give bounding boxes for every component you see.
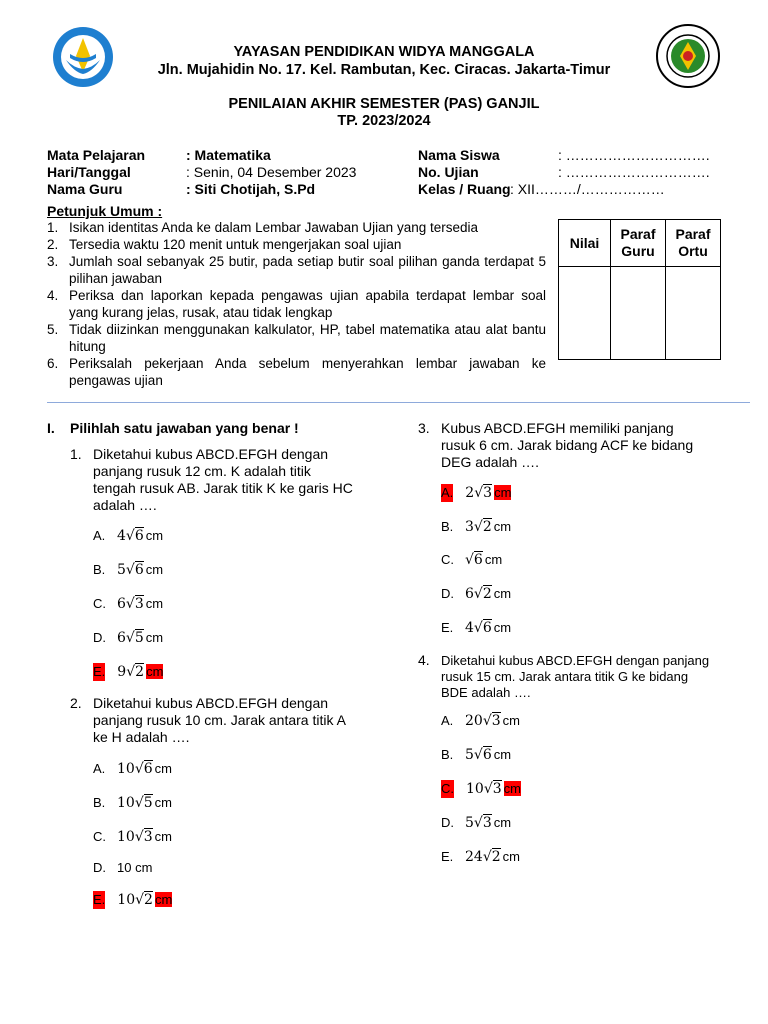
student-name-label: Nama Siswa [418, 147, 500, 163]
score-header-nilai: Nilai [559, 220, 611, 267]
option-value: 10√2 cm [117, 892, 173, 908]
option-label: B. [441, 519, 454, 534]
question-text-line: panjang rusuk 10 cm. Jarak antara titik A [93, 712, 346, 728]
square-root-icon: √ [125, 630, 135, 646]
option-label: D. [93, 630, 106, 645]
date-label: Hari/Tanggal [47, 164, 131, 180]
square-root-icon: √ [473, 620, 483, 636]
score-cell-nilai [559, 267, 611, 360]
answer-option[interactable] [441, 585, 511, 603]
option-label: E. [441, 849, 454, 864]
exam-number-field: : …………………………. [558, 164, 710, 180]
option-value: 10√5 cm [117, 795, 173, 811]
square-root-icon: √ [134, 829, 144, 845]
option-value: 6√3 cm [117, 596, 164, 612]
question-number: 4. [418, 652, 430, 668]
option-label: E. [441, 620, 454, 635]
question-text-line: ke H adalah …. [93, 729, 190, 745]
option-value: 24√2 cm [465, 849, 521, 865]
question-text-line: BDE adalah …. [441, 685, 531, 700]
square-root-icon: √ [482, 713, 492, 729]
instructions-title: Petunjuk Umum : [47, 203, 163, 219]
answer-option[interactable] [93, 527, 163, 545]
option-value: 20√3 cm [465, 713, 521, 729]
question-text-line: Diketahui kubus ABCD.EFGH dengan [93, 446, 329, 462]
score-table [558, 219, 721, 360]
answer-option[interactable] [441, 780, 521, 798]
option-value: 6√2 cm [465, 586, 512, 602]
question-number: 3. [418, 420, 430, 436]
option-value: 4√6 cm [117, 528, 164, 544]
answer-option[interactable] [93, 561, 163, 579]
section-number: I. [47, 420, 55, 436]
option-value: 5√3 cm [465, 815, 512, 831]
subject-value: : Matematika [186, 147, 271, 163]
answer-option[interactable] [441, 619, 511, 637]
answer-option[interactable] [441, 848, 520, 866]
square-root-icon: √ [125, 562, 135, 578]
question-text-line: tengah rusuk AB. Jarak titik K ke garis HC [93, 480, 353, 496]
question-number: 1. [70, 446, 82, 462]
option-label: B. [93, 562, 106, 577]
answer-option[interactable] [93, 891, 172, 909]
score-header-paraf-guru: Paraf Guru [611, 220, 666, 267]
question-text-line: Diketahui kubus ABCD.EFGH dengan [93, 695, 329, 711]
option-value: 10 cm [117, 860, 153, 875]
option-label: D. [441, 586, 454, 601]
option-value: 6√5 cm [117, 630, 164, 646]
answer-option[interactable] [93, 859, 152, 877]
answer-option[interactable] [441, 518, 511, 536]
option-value: 5√6 cm [465, 747, 512, 763]
option-value: 5√6 cm [117, 562, 164, 578]
answer-option[interactable] [93, 794, 172, 812]
answer-option[interactable] [93, 760, 172, 778]
square-root-icon: √ [483, 781, 493, 797]
option-value: 10√3 cm [466, 781, 522, 797]
subject-label: Mata Pelajaran [47, 147, 146, 163]
option-label: B. [93, 795, 106, 810]
score-cell-paraf-guru [611, 267, 666, 360]
date-value: : Senin, 04 Desember 2023 [186, 164, 357, 180]
teacher-label: Nama Guru [47, 181, 123, 197]
option-label: A. [93, 528, 106, 543]
option-label: A. [93, 761, 106, 776]
answer-option[interactable] [93, 595, 163, 613]
section-divider [47, 402, 750, 403]
answer-option[interactable] [441, 746, 511, 764]
option-label: B. [441, 747, 454, 762]
question-text-line: Diketahui kubus ABCD.EFGH dengan panjang [441, 653, 710, 668]
answer-option[interactable] [441, 484, 511, 502]
option-label: C. [441, 781, 454, 796]
square-root-icon: √ [465, 552, 474, 568]
option-label: D. [441, 815, 454, 830]
question-text-line: adalah …. [93, 497, 157, 513]
square-root-icon: √ [473, 815, 483, 831]
square-root-icon: √ [482, 849, 492, 865]
square-root-icon: √ [473, 747, 483, 763]
academic-year: TP. 2023/2024 [337, 113, 431, 129]
teacher-value: : Siti Chotijah, S.Pd [186, 181, 316, 197]
square-root-icon: √ [134, 761, 144, 777]
square-root-icon: √ [125, 596, 135, 612]
square-root-icon: √ [126, 664, 136, 680]
option-value: √6 cm [465, 552, 503, 568]
question-text-line: Kubus ABCD.EFGH memiliki panjang [441, 420, 674, 436]
square-root-icon: √ [473, 519, 483, 535]
option-label: A. [441, 713, 454, 728]
option-label: C. [441, 552, 454, 567]
question-text-line: rusuk 6 cm. Jarak bidang ACF ke bidang [441, 437, 694, 453]
square-root-icon: √ [134, 795, 144, 811]
square-root-icon: √ [125, 528, 135, 544]
answer-option[interactable] [93, 828, 172, 846]
question-text-line: panjang rusuk 12 cm. K adalah titik [93, 463, 311, 479]
exam-number-label: No. Ujian [418, 164, 479, 180]
option-value: 10√3 cm [117, 829, 173, 845]
option-value: 10√6 cm [117, 761, 173, 777]
square-root-icon: √ [473, 586, 483, 602]
exam-title: PENILAIAN AKHIR SEMESTER (PAS) GANJIL [228, 96, 540, 112]
question-number: 2. [70, 695, 82, 711]
option-label: C. [93, 596, 106, 611]
answer-option[interactable] [441, 551, 502, 569]
class-room-field: : XII………/……………… [510, 181, 665, 197]
question-text-line: DEG adalah …. [441, 454, 540, 470]
option-label: C. [93, 829, 106, 844]
section-title: Pilihlah satu jawaban yang benar ! [70, 420, 299, 436]
option-value: 2√3 cm [465, 485, 512, 501]
answer-option[interactable] [441, 712, 520, 730]
square-root-icon: √ [474, 485, 484, 501]
option-label: E. [93, 664, 106, 679]
option-label: E. [93, 892, 106, 907]
score-cell-paraf-ortu [666, 267, 721, 360]
option-value: 9√2 cm [117, 664, 164, 680]
option-label: D. [93, 860, 106, 875]
school-address: Jln. Mujahidin No. 17. Kel. Rambutan, Kec. Ciracas. Jakarta-Timur [157, 62, 611, 78]
square-root-icon: √ [135, 892, 145, 908]
foundation-name: YAYASAN PENDIDIKAN WIDYA MANGGALA [233, 44, 535, 60]
option-value: 3√2 cm [465, 519, 512, 535]
answer-option[interactable] [93, 629, 163, 647]
student-name-field: : …………………………. [558, 147, 710, 163]
option-label: A. [441, 485, 454, 500]
class-room-label: Kelas / Ruang [418, 181, 511, 197]
option-value: 4√6 cm [465, 620, 512, 636]
answer-option[interactable] [93, 663, 163, 681]
answer-option[interactable] [441, 814, 511, 832]
score-header-paraf-ortu: Paraf Ortu [666, 220, 721, 267]
question-text-line: rusuk 15 cm. Jarak antara titik G ke bidang [441, 669, 689, 684]
